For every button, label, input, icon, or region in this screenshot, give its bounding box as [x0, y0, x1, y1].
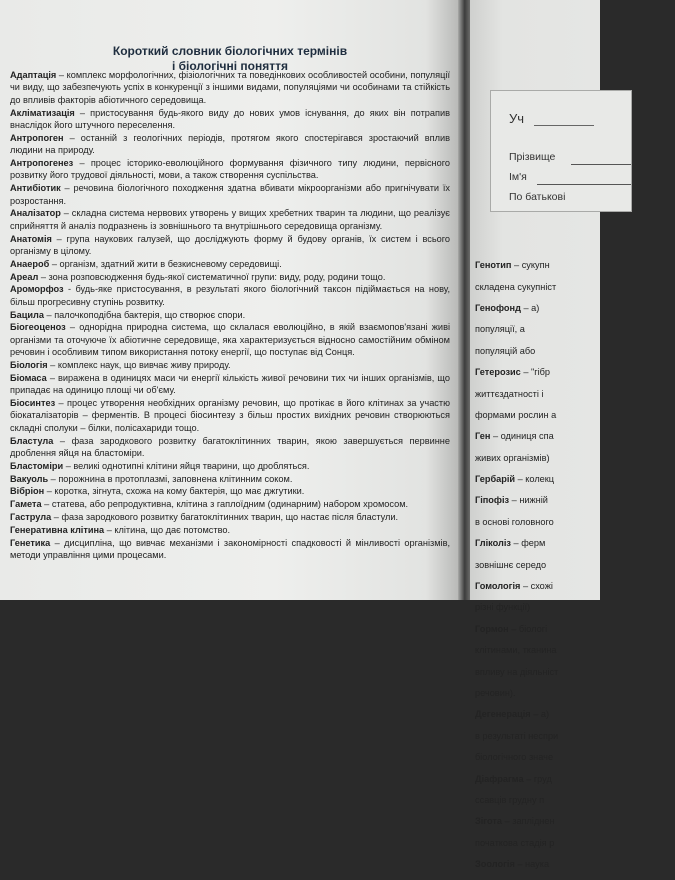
glossary-term: Зігота [475, 816, 503, 827]
glossary-entry [10, 309, 450, 321]
glossary-definition: – сукупн [514, 260, 550, 271]
glossary-definition: – комплекс морфологічних, фізіологічних та поведінкових особливостей особини, популяції чи виду, що забезпечують успіх в конкуренції з іншими видами, популяціями чи особинами та стійкість до впливів факторів абіотичного середовища. [10, 70, 450, 105]
glossary-entry [10, 524, 450, 536]
card-name-line [537, 184, 631, 185]
glossary-entry [10, 498, 450, 510]
glossary-definition: – біологі [511, 623, 548, 634]
glossary-term: Ареал [10, 271, 39, 282]
glossary-entry [475, 366, 675, 378]
glossary-definition: популяцій або [475, 345, 536, 356]
glossary-definition: – коротка, зігнута, схожа на кому бактерія, що має джгутики. [46, 486, 305, 497]
glossary-entry [10, 485, 450, 497]
glossary-definition: речовин). [475, 688, 516, 698]
glossary-term: Генотип [475, 260, 512, 271]
glossary-term: Анатомія [10, 233, 52, 244]
glossary-term: Гіпофіз [475, 495, 510, 506]
glossary-term: Гліколіз [475, 538, 511, 549]
glossary-entry [475, 323, 675, 335]
card-surname-line [571, 164, 631, 165]
glossary-definition: – порожнина в протоплазмі, заповнена клітинним соком. [50, 473, 293, 484]
glossary-definition: – колекц [517, 474, 555, 485]
glossary-definition: – процес історико-еволюційного формування фізичного типу людини, первісного розвитку його трудової діяльності, мови, а також створення суспільства. [10, 158, 450, 181]
glossary-entry [475, 388, 675, 400]
glossary-definition: – одиниця спа [492, 431, 554, 442]
glossary-entry [10, 473, 450, 485]
glossary-entry [10, 157, 450, 182]
card-uch-line [534, 125, 594, 126]
glossary-term: Акліматизація [10, 107, 75, 118]
glossary-term: Генеративна клітина [10, 524, 105, 535]
glossary-term: Генофонд [475, 302, 521, 313]
glossary-definition: – а) [523, 302, 540, 313]
glossary-term: Біогеоценоз [10, 322, 66, 333]
glossary-definition: формами рослин а [475, 409, 557, 420]
page-title: Короткий словник біологічних термінів [112, 44, 348, 58]
glossary-entry [475, 494, 675, 506]
glossary-definition: – фаза зародкового розвитку багатоклітинних тварин, якою завершується первинне дроблення яйця на бластоміри. [10, 435, 450, 459]
glossary-definition: в основі головного [475, 516, 554, 527]
glossary-term: Діафрагма [475, 773, 524, 784]
glossary-term: Гаструла [10, 512, 52, 523]
glossary-definition: – "гібр [523, 367, 551, 378]
glossary-definition: – великі однотипні клітини яйця тварини, що дробляться. [65, 460, 310, 471]
glossary-entry [475, 815, 675, 827]
glossary-definition: – зона розповсюдження будь-якої систематичної групи: виду, роду, родини тощо. [40, 271, 386, 282]
glossary-definition: - будь-яке пристосування, в результаті якого біологічний таксон підіймається на нову, більш прогресивну ступінь розвитку. [10, 284, 450, 307]
glossary-definition: – груд [526, 773, 552, 784]
glossary-term: Вібріон [10, 486, 45, 497]
card-name-label: Ім'я [509, 171, 527, 183]
glossary-entry [10, 397, 450, 434]
glossary-definition: початкова стадія р [475, 837, 555, 848]
glossary-term: Гетерозис [475, 367, 521, 378]
glossary-entry [475, 794, 675, 806]
book-gutter [458, 0, 470, 600]
glossary-entry [475, 666, 675, 678]
glossary-definition: біологічного значе [475, 752, 554, 763]
glossary-definition: – група наукових галузей, що досліджують форму й будову органів, їх систем і всього організму в цілому. [10, 233, 450, 257]
glossary-entry [10, 233, 450, 258]
glossary-definition: – процес утворення необхідних організму речовин, що протікає в його клітинах за участю біокаталізаторів – ферментів. В процесі біосинтезу з більш простих вихідних речовин створюються складні сполуки – білки, полісахариди тощо. [10, 398, 450, 433]
glossary-entry [475, 409, 675, 421]
glossary-term: Антропоген [10, 132, 64, 143]
glossary-entry [475, 345, 675, 357]
glossary-entry [10, 460, 450, 472]
glossary-entry [475, 430, 675, 442]
glossary-definition: клітинами, тканина [475, 645, 557, 656]
glossary-term: Анаероб [10, 258, 50, 269]
glossary-definition: – останній з геологічних періодів, протягом якого спостерігався зростаючий вплив людини на природу. [10, 132, 450, 156]
glossary-term: Антропогенез [10, 158, 74, 169]
glossary-definition: зовнішнє середо [475, 559, 547, 570]
glossary-entry [10, 271, 450, 283]
glossary-definition: популяції, а [475, 324, 525, 335]
glossary-definition: – нижній [511, 495, 548, 506]
left-page [0, 0, 458, 600]
glossary-entry [475, 730, 675, 742]
glossary-entry [10, 372, 450, 397]
glossary-definition: – дисципліна, що вивчає механізми і закономірності спадковості й мінливості організмів, методи управління цими процесами. [10, 537, 450, 561]
glossary-entry [10, 207, 450, 232]
right-page [470, 0, 600, 870]
glossary-definition: – фаза зародкового розвитку багатоклітинних тварин, що настає після бластули. [53, 512, 399, 523]
glossary-entry [10, 359, 450, 371]
glossary-term: Аналізатор [10, 208, 61, 219]
glossary-entry [475, 708, 675, 720]
glossary-definition: – виражена в одиницях маси чи енергії кількість живої речовини тих чи інших організмів, що припадає на одиницю площі чи об'єму. [10, 372, 450, 396]
glossary-list-right [475, 250, 675, 880]
glossary-term: Гербарій [475, 474, 516, 485]
glossary-term: Генетика [10, 537, 51, 548]
glossary-term: Гормон [475, 623, 509, 634]
glossary-term: Гамета [10, 499, 42, 510]
glossary-entry [10, 283, 450, 308]
glossary-entry [475, 473, 675, 485]
glossary-definition: – однорідна природна система, що склалася еволюційно, в якій взаємопов'язані живі організми та оточуюче їх абіотичне середовище, яка характеризується відносно самостійним обміном речовин і особливим типом використання потоку енергії, що поступає від Сонця. [10, 322, 450, 358]
glossary-term: Біомаса [10, 372, 47, 383]
glossary-entry [10, 258, 450, 270]
page-subtitle: і біологічні поняття [171, 59, 289, 73]
glossary-term: Антибіотик [10, 183, 61, 194]
glossary-definition: – статева, або репродуктивна, клітина з гаплоїдним (одинарним) набором хромосом. [44, 499, 409, 510]
glossary-entry [10, 107, 450, 132]
glossary-entry [475, 623, 675, 635]
glossary-definition: – запліднен [504, 816, 555, 827]
glossary-term: Вакуоль [10, 473, 49, 484]
glossary-definition: різні функції) [475, 602, 531, 613]
glossary-entry [475, 837, 675, 849]
glossary-definition: – ферм [513, 538, 546, 549]
glossary-term: Ароморфоз [10, 284, 64, 295]
glossary-entry [475, 516, 675, 528]
card-patronymic-label: По батькові [509, 191, 566, 203]
glossary-entry [475, 580, 675, 592]
glossary-definition: – наука [517, 859, 550, 870]
glossary-entry [475, 302, 675, 314]
glossary-entry [10, 132, 450, 157]
glossary-term: Зоологія [475, 859, 515, 870]
glossary-term: Адаптація [10, 70, 57, 80]
glossary-entry [10, 321, 450, 358]
glossary-definition: – клітина, що дає потомство. [106, 524, 231, 535]
glossary-definition: – організм, здатний жити в безкисневому середовищі. [51, 258, 282, 269]
glossary-term: Дегенерація [475, 709, 531, 720]
glossary-entry [475, 537, 675, 549]
glossary-definition: – складна система нервових утворень у вищих хребетних тварин та людини, що реалізує сприйняття й аналіз подразнень із зовнішнього та внутрішнього середовища організму. [10, 208, 450, 231]
glossary-entry [10, 182, 450, 207]
glossary-term: Ген [475, 431, 491, 442]
glossary-term: Біосинтез [10, 398, 56, 409]
glossary-term: Гомологія [475, 581, 521, 592]
glossary-term: Бластула [10, 435, 54, 446]
glossary-entry [10, 511, 450, 523]
glossary-list [10, 69, 450, 562]
glossary-entry [475, 559, 675, 571]
glossary-entry [475, 259, 675, 271]
glossary-entry [475, 601, 675, 613]
glossary-definition: життєздатності і [475, 388, 544, 399]
glossary-term: Бластоміри [10, 460, 64, 471]
glossary-entry [475, 687, 675, 699]
glossary-entry [10, 69, 450, 106]
glossary-definition: – пристосування будь-якого виду до нових умов існування, до яких він потрапив внаслідок його штучного переселення. [10, 107, 450, 131]
glossary-term: Біологія [10, 360, 48, 371]
glossary-definition: – речовина біологічного походження здатна вбивати мікроорганізми або пригнічувати їх розростання. [10, 183, 450, 206]
glossary-entry [475, 751, 675, 763]
glossary-definition: – а) [533, 709, 550, 720]
glossary-term: Бацила [10, 309, 44, 320]
glossary-entry [10, 435, 450, 460]
glossary-entry [475, 773, 675, 785]
glossary-entry [475, 452, 675, 464]
glossary-definition: в результаті неспри [475, 730, 559, 741]
glossary-definition: живих організмів) [475, 452, 550, 463]
glossary-definition: ссавців грудну п [475, 794, 545, 805]
glossary-entry [10, 537, 450, 562]
card-uch-label: Уч [509, 111, 525, 126]
glossary-definition: впливу на діяльніст [475, 666, 559, 677]
glossary-entry [475, 644, 675, 656]
glossary-entry [475, 858, 675, 870]
glossary-definition: – палочкоподібна бактерія, що створює спори. [46, 309, 246, 320]
student-card [490, 90, 632, 212]
card-surname-label: Прізвище [509, 151, 556, 163]
glossary-definition: – комплекс наук, що вивчає живу природу. [50, 360, 231, 371]
glossary-definition: складена сукупніст [475, 281, 557, 292]
glossary-definition: – схожі [522, 581, 553, 592]
glossary-entry [475, 281, 675, 293]
